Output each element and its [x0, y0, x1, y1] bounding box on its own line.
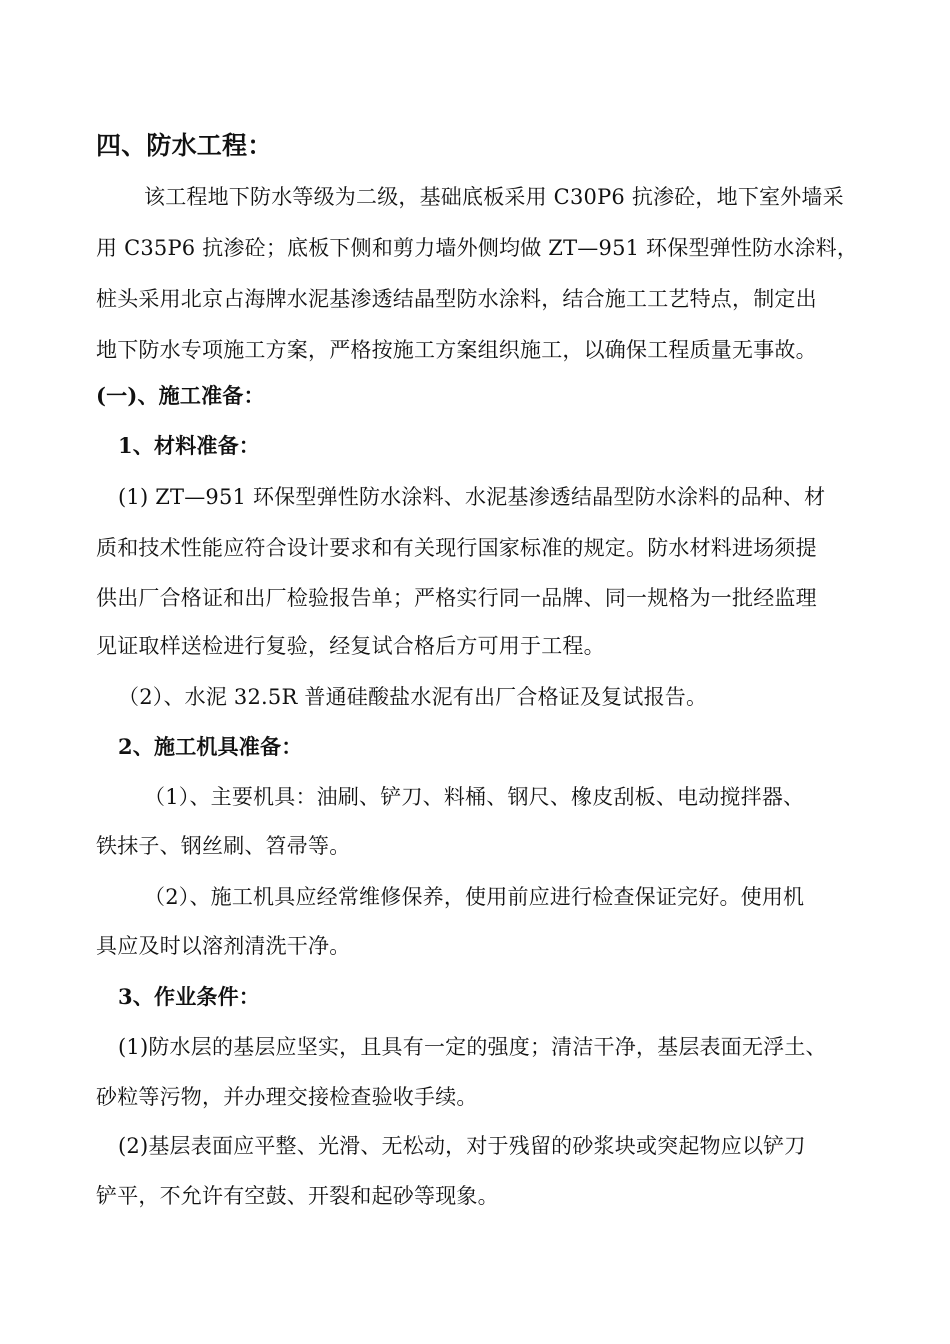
sub3-item1-line-2: 砂粒等污物，并办理交接检查验收手续。 [96, 1085, 478, 1109]
sub2-item2-line-2: 具应及时以溶剂清洗干净。 [96, 934, 351, 958]
sub2-heading: 2、施工机具准备： [118, 734, 303, 759]
sub2-item1-line-2: 铁抹子、钢丝刷、笤帚等。 [96, 834, 351, 858]
sub1-item1-line-1: (1) ZT—951 环保型弹性防水涂料、水泥基渗透结晶型防水涂料的品种、材 [118, 485, 826, 509]
section-title: 四、防水工程： [96, 131, 273, 160]
intro-line-2: 用 C35P6 抗渗砼；底板下侧和剪力墙外侧均做 ZT—951 环保型弹性防水涂料， [96, 236, 859, 260]
sub3-item1-line-1: (1)防水层的基层应坚实，且具有一定的强度；清洁干净，基层表面无浮土、 [118, 1035, 827, 1059]
sub2-item1-line-1: （1）、主要机具：油刷、铲刀、料桶、钢尺、橡皮刮板、电动搅拌器、 [144, 785, 805, 809]
sub1-heading: 1、材料准备： [118, 433, 261, 458]
intro-line-1: 该工程地下防水等级为二级，基础底板采用 C30P6 抗渗砼，地下室外墙采 [144, 185, 844, 209]
sub1-item1-line-3: 供出厂合格证和出厂检验报告单；严格实行同一品牌、同一规格为一批经监理 [96, 586, 817, 610]
sub3-heading: 3、作业条件： [118, 984, 261, 1009]
intro-line-4: 地下防水专项施工方案，严格按施工方案组织施工，以确保工程质量无事故。 [96, 338, 817, 362]
part1-heading: (一)、施工准备： [96, 383, 265, 408]
sub3-item2-line-2: 铲平，不允许有空鼓、开裂和起砂等现象。 [96, 1184, 499, 1208]
sub1-item1-line-2: 质和技术性能应符合设计要求和有关现行国家标准的规定。防水材料进场须提 [96, 536, 817, 560]
sub3-item2-line-1: (2)基层表面应平整、光滑、无松动，对于残留的砂浆块或突起物应以铲刀 [118, 1134, 806, 1158]
sub2-item2-line-1: （2）、施工机具应经常维修保养，使用前应进行检查保证完好。使用机 [144, 885, 805, 909]
sub1-item1-line-4: 见证取样送检进行复验，经复试合格后方可用于工程。 [96, 634, 605, 658]
intro-line-3: 桩头采用北京占海牌水泥基渗透结晶型防水涂料，结合施工工艺特点，制定出 [96, 287, 817, 311]
sub1-item2: （2）、水泥 32.5R 普通硅酸盐水泥有出厂合格证及复试报告。 [118, 685, 708, 709]
